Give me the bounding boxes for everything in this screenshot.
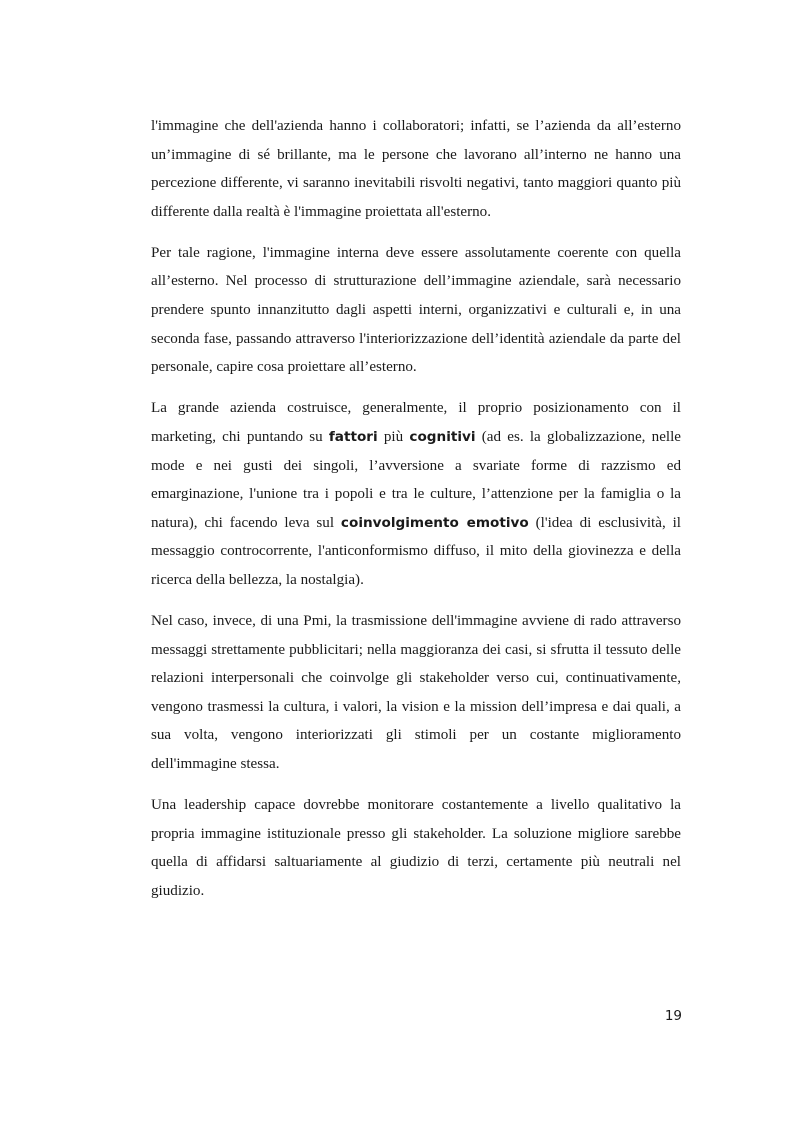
body-text <box>151 112 681 918</box>
paragraph <box>151 791 681 905</box>
text-run: Nel caso, invece, di una Pmi, la trasmissione dell'immagine avviene di rado attraverso messaggi strettamente pubblicitari; nella maggioranza dei casi, si sfrutta il tessuto delle relazioni interpersonali che coinvolge gli stakeholder verso cui, continuativamente, vengono trasmessi la cultura, i valori, la vision e la mission dell’impresa e dai quali, a sua volta, vengono interiorizzati gli stimoli per un costante miglioramento dell'immagine stessa. <box>151 613 681 772</box>
bold-term: fattori <box>328 428 378 445</box>
bold-term: coinvolgimento emotivo <box>340 514 529 531</box>
bold-term: cognitivi <box>409 428 476 445</box>
text-run: Per tale ragione, l'immagine interna deve essere assolutamente coerente con quella all’esterno. Nel processo di strutturazione dell’immagine aziendale, sarà necessario prendere spunto innanzitutto dagli aspetti interni, organizzativi e culturali e, in una seconda fase, passando attraverso l'interiorizzazione dell’identità aziendale da parte del personale, capire cosa proiettare all’esterno. <box>151 244 681 376</box>
page-number: 19 <box>664 1008 682 1024</box>
text-run: l'immagine che dell'azienda hanno i collaboratori; infatti, se l’azienda da all’esterno un’immagine di sé brillante, ma le persone che lavorano all’interno ne hanno una percezione differente, vi saranno inevitabili risvolti negativi, tanto maggiori quanto più differente dalla realtà è l'immagine proiettata all'esterno. <box>151 118 681 220</box>
paragraph <box>151 607 681 779</box>
paragraph <box>151 112 681 226</box>
text-run: La grande azienda costruisce, generalmente, il proprio posizionamento con il marketing, chi puntando su <box>151 400 681 445</box>
paragraph <box>151 394 681 594</box>
text-run: (ad es. la globalizzazione, nelle mode e nei gusti dei singoli, l’avversione a svariate forme di razzismo ed emarginazione, l'unione tra i popoli e tra le culture, l’attenzione per la famiglia o la natura), chi facendo leva sul <box>151 428 681 531</box>
paragraph <box>151 239 681 382</box>
text-run: (l'idea di esclusività, il messaggio controcorrente, l'anticonformismo diffuso, il mito della giovinezza e della ricerca della bellezza, la nostalgia). <box>151 514 681 588</box>
text-run: Una leadership capace dovrebbe monitorare costantemente a livello qualitativo la propria immagine istituzionale presso gli stakeholder. La soluzione migliore sarebbe quella di affidarsi saltuariamente al giudizio di terzi, certamente più neutrali nel giudizio. <box>151 797 681 899</box>
text-run: più <box>377 428 410 445</box>
